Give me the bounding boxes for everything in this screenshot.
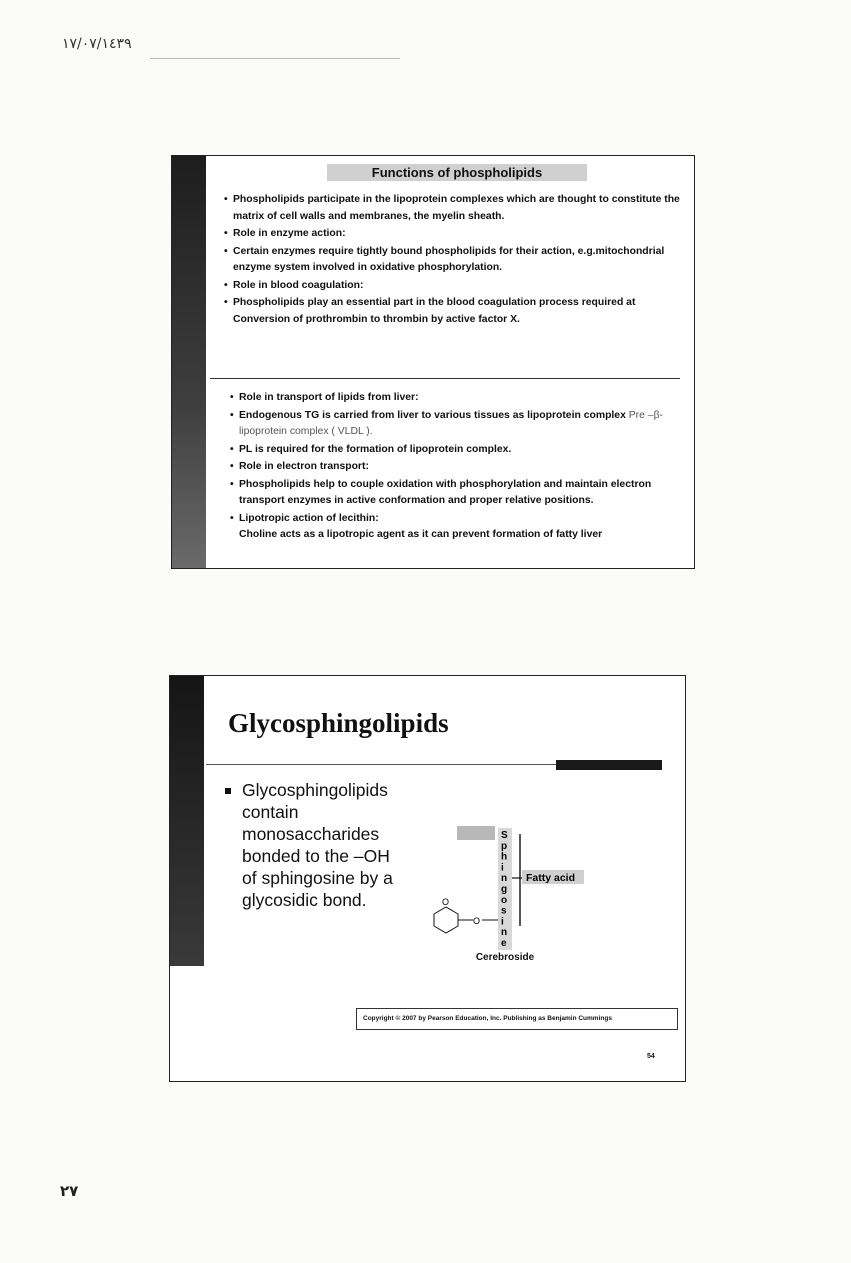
sugar-ring-icon (434, 907, 458, 933)
header-rule (150, 58, 400, 59)
sphingosine-letter: i (501, 862, 504, 874)
sphingosine-letter: e (501, 938, 507, 949)
sphingosine-letters (501, 830, 508, 949)
sphingosine-letter: n (501, 873, 508, 885)
bullet-list (230, 390, 692, 545)
list-item: • PL is required for the formation of lipoprotein complex. (230, 443, 512, 455)
page-number: ٢٧ (60, 1182, 79, 1200)
slide-glycosphingolipids (169, 675, 686, 1082)
list-item: • Endogenous TG is carried from liver to various tissues as lipoprotein complex Pre –β- lipoprotein complex ( VLDL ). (230, 409, 664, 437)
shaded-backbone-head (457, 826, 495, 840)
bullet-list (224, 192, 684, 329)
slide-side-bar (170, 676, 204, 966)
sphingosine-letter: i (501, 916, 504, 928)
slide-number: 54 (647, 1053, 655, 1060)
title-rule (206, 764, 556, 765)
list-item: • Role in enzyme action: (224, 228, 346, 239)
sphingosine-letter: s (501, 905, 507, 917)
sphingosine-letter: h (501, 851, 508, 863)
slide-side-bar (172, 156, 206, 568)
title-rule-accent (556, 760, 662, 770)
sphingosine-letter: p (501, 840, 508, 852)
sphingosine-letter: g (501, 884, 508, 895)
list-item: • Lipotropic action of lecithin: Choline acts as a lipotropic agent as it can prevent formation of fatty liver (230, 512, 603, 540)
slide-title: Glycosphingolipids (228, 708, 449, 738)
copyright-notice: Copyright © 2007 by Pearson Education, Inc. Publishing as Benjamin Cummings (356, 1008, 678, 1030)
square-bullet-icon (225, 788, 231, 794)
sphingosine-letter: n (501, 927, 508, 939)
list-item: • Role in transport of lipids from liver: (230, 392, 419, 403)
slide-title: Functions of phospholipids (327, 164, 587, 181)
list-item: • Role in electron transport: (230, 461, 369, 472)
bullet-text: Glycosphingolipids contain monosaccharides bonded to the –OH of sphingosine by a glycosidic bond. (242, 780, 393, 910)
list-item: • Role in blood coagulation: (224, 279, 364, 291)
list-item: • Certain enzymes require tightly bound phospholipids for their action, e.g.mitochondrial enzyme system involved in oxidative phosphorylation. (224, 245, 665, 273)
list-item: • Phospholipids participate in the lipoprotein complexes which are thought to constitute the matrix of cell walls and membranes, the myelin sheath. (224, 194, 680, 222)
handwritten-date: ١٧/٠٧/١٤٣٩ (62, 36, 132, 52)
fatty-acid-label: Fatty acid (526, 872, 576, 884)
slide-functions-of-phospholipids (171, 155, 695, 569)
ring-oxygen: O (442, 897, 450, 907)
sphingosine-letter: S (501, 830, 508, 841)
sphingosine-letter: o (501, 894, 508, 906)
list-item: • Phospholipids play an essential part in the blood coagulation process required at Conversion of prothrombin to thrombin by active factor X. (224, 297, 636, 325)
list-item: • Phospholipids help to couple oxidation with phosphorylation and maintain electron transport enzymes in active conformation and proper relative positions. (230, 478, 652, 506)
diagram-caption: Cerebroside (475, 952, 535, 963)
linking-oxygen: O (473, 916, 481, 926)
slide-divider (210, 378, 680, 379)
